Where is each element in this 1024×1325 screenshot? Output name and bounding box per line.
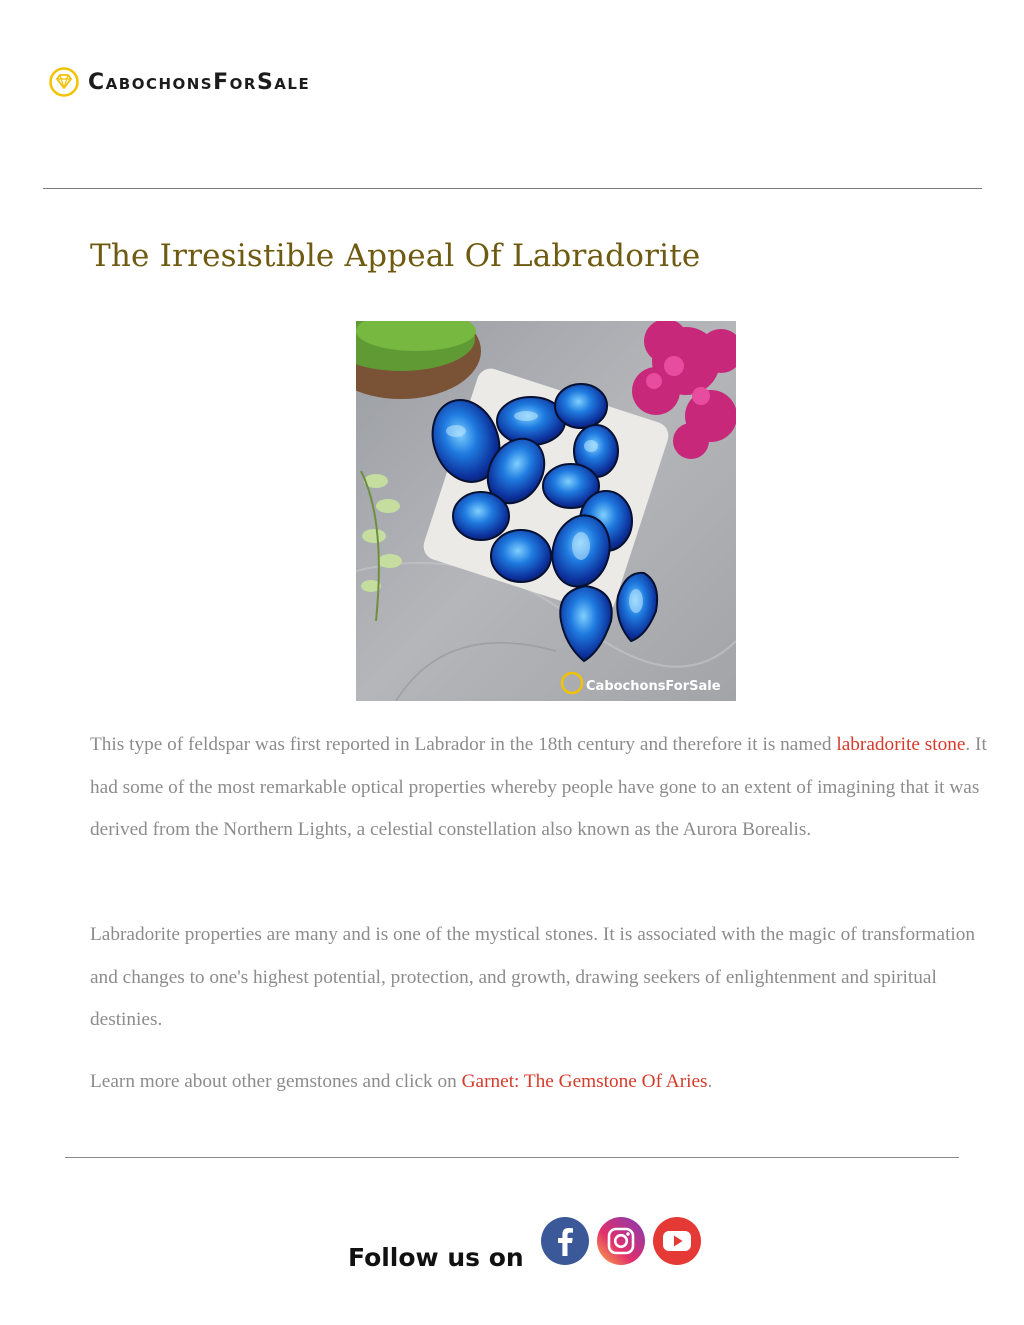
paragraph-intro-text-start: This type of feldspar was first reported in Labrador in the 18th century and therefore it is named [90,734,837,755]
footer-divider [65,1157,959,1158]
follow-label: Follow us on [348,1243,524,1272]
site-logo[interactable] [48,66,310,98]
youtube-icon[interactable] [652,1216,702,1266]
garnet-article-link[interactable]: Garnet: The Gemstone Of Aries [461,1071,708,1092]
paragraph-learn-more [90,1061,1005,1104]
brand-name: CabochonsForSale [88,69,311,95]
labradorite-cabochons-photo [356,321,736,701]
facebook-icon[interactable] [540,1216,590,1266]
paragraph-intro-text-end: . It had some of the most remarkable optical properties whereby people have gone to an extent of imagining that it was derived from the Northern Lights, a celestial constellation also known as the Aurora Borealis. [90,734,987,840]
paragraph-properties: Labradorite properties are many and is one of the mystical stones. It is associated with the magic of transformation and changes to one's highest potential, protection, and growth, drawing seekers of enlightenment and spiritual destinies. [90,924,976,1030]
header-divider [43,188,982,189]
labradorite-stone-link[interactable]: labradorite stone [836,734,966,755]
gem-ring-icon [48,66,80,98]
learn-more-period: . [707,1071,713,1092]
instagram-icon[interactable] [596,1216,646,1266]
paragraph-intro [90,724,1005,852]
learn-more-text: Learn more about other gemstones and click on [90,1071,462,1092]
article-title: The Irresistible Appeal Of Labradorite [90,238,701,274]
social-follow-bar [348,1216,708,1272]
image-watermark: CabochonsForSale [586,679,721,694]
